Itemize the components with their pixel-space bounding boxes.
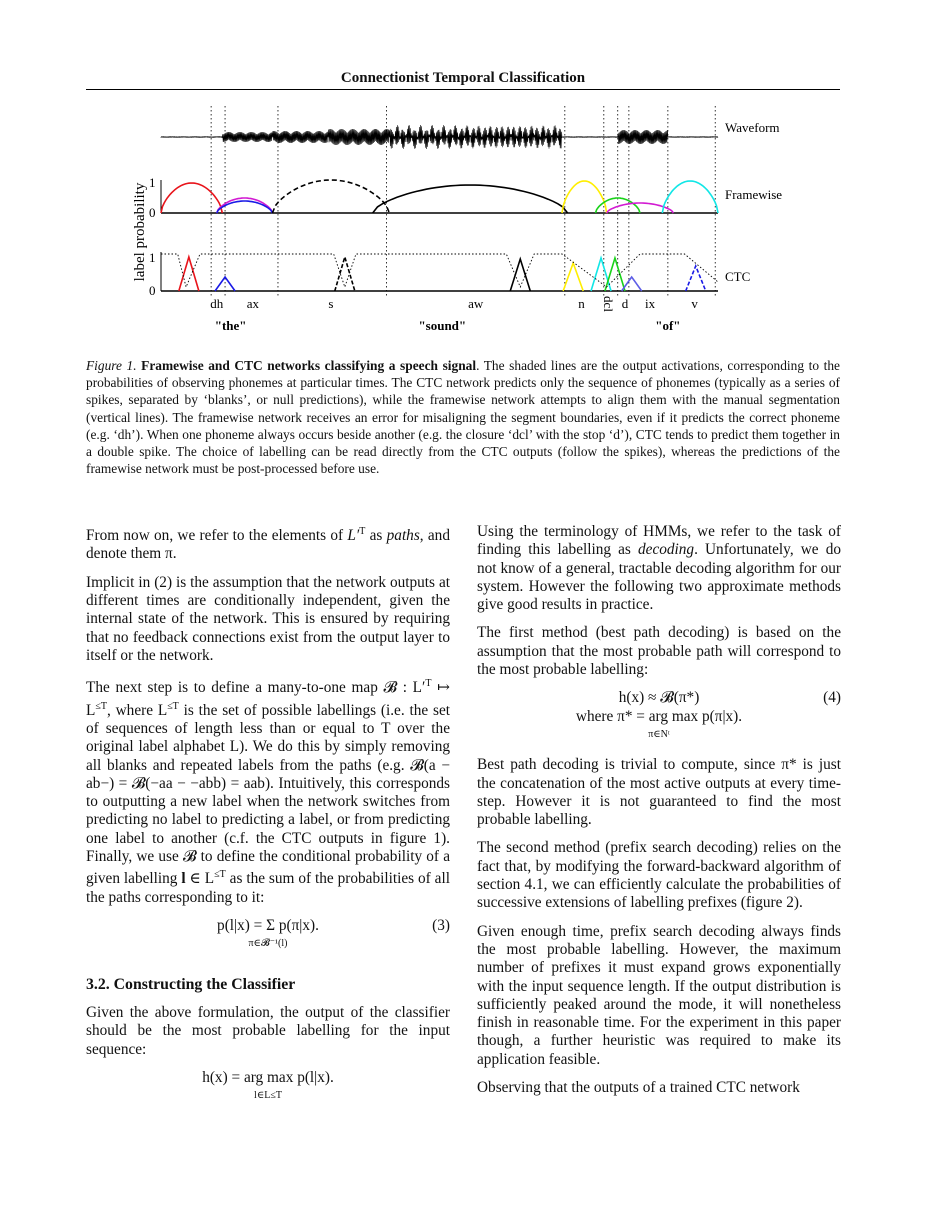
waveform-trace [161, 125, 718, 149]
figure-caption [86, 357, 840, 477]
phoneme-label-dcl: dcl [600, 296, 616, 312]
left-paragraph-1: From now on, we refer to the elements of $L'^T$ as paths, and denote them π. [86, 526, 450, 563]
figure-1-chart [86, 92, 846, 347]
equation-4: h(x) ≈ 𝓑(π*) where π* = arg max p(π|x). π∈Nᵗ (4) [575, 689, 841, 740]
section-heading: 3.2. Constructing the Classifier [86, 975, 296, 993]
ctc-ytick-0: 0 [149, 283, 156, 298]
phoneme-label-v: v [691, 296, 698, 311]
left-column [86, 523, 450, 1117]
right-paragraph-4: The second method (prefix search decoding) relies on the fact that, by modifying the forward-backward algorithm of section 4.1, we can efficiently calculate the probabilities of successive extensions of labelling prefixes (figure 2). [477, 839, 841, 912]
running-title: Connectionist Temporal Classification [340, 70, 586, 86]
framewise-ytick-1: 1 [149, 175, 156, 190]
panel-label-ctc: CTC [725, 269, 751, 284]
framewise-curve-s [272, 180, 389, 213]
phoneme-label-aw: aw [468, 296, 484, 311]
ctc-spike-dcl [591, 258, 611, 291]
phoneme-label-ax: ax [246, 296, 260, 311]
equation-classifier: h(x) = arg max p(l|x). l∈L≤T [202, 1068, 334, 1102]
panel-label-framewise: Framewise [725, 187, 783, 202]
caption-text: . The shaded lines are the output activations, corresponding to the probabilities of observing phonemes at particular times. The CTC network predicts only the sequence of phonemes (typically as a series of spikes, separated by ‘blanks’, or null predictions), while the framewise network attempts to align them with the manual segmentation (vertical lines). The framewise network receives an error for misaligning the segment boundaries, even if it predicts the correct phoneme (e.g. ‘dh’). When one phoneme always occurs beside another (e.g. the closure ‘dcl’ with the stop ‘d’), CTC tends to predict them together in a double spike. The choice of labelling can be read directly from the CTC outputs (follow the spikes), whereas the predictions of the framewise network must be post-processed before use. [86, 358, 840, 477]
right-paragraph-2: The first method (best path decoding) is based on the assumption that the most probable path will correspond to the most probable labelling: [477, 624, 841, 679]
ctc-spike-d [605, 258, 625, 291]
right-paragraph-6: Observing that the outputs of a trained CTC network [477, 1079, 800, 1097]
right-paragraph-5: Given enough time, prefix search decoding always finds the most probable labelling. However, the maximum number of prefixes it must expand grows exponentially with the input sequence length. If the output distribution is sufficiently peaked around the mode, it will nonetheless finish in reasonable time. For the experiment in this paper though, a further heuristic was required to make its application feasible. [477, 922, 841, 1068]
caption-label: Figure 1. [86, 358, 137, 373]
phoneme-label-n: n [578, 296, 585, 311]
phoneme-label-s: s [328, 296, 334, 311]
right-paragraph-3: Best path decoding is trivial to compute, since π* is just the concatenation of the most active outputs at every time-step. However it is not guaranteed to find the most probable labelling. [477, 756, 841, 829]
framewise-ytick-0: 0 [149, 205, 156, 220]
word-label-2: "of" [655, 318, 681, 333]
framewise-curve-dh [161, 183, 222, 213]
right-paragraph-1: Using the terminology of HMMs, we refer to the task of finding this labelling as decoding. Unfortunately, we do not know of a general, tractable decoding algorithm for our system. However the following two approximate methods give good results in practice. [477, 523, 841, 614]
panel-label-waveform: Waveform [725, 120, 780, 135]
right-column [477, 523, 841, 1107]
caption-title: Framewise and CTC networks classifying a speech signal [141, 358, 477, 373]
phoneme-label-dh: dh [210, 296, 224, 311]
left-paragraph-4: Given the above formulation, the output of the classifier should be the most probable labelling for the input sequence: [86, 1003, 450, 1058]
framewise-curve-n [562, 181, 607, 213]
equation-3-number: (3) [432, 917, 450, 935]
phoneme-label-d: d [621, 296, 629, 311]
phoneme-label-ix: ix [644, 296, 656, 311]
ctc-spike-dh [179, 257, 199, 291]
equation-3: p(l|x) = Σ p(π|x). π∈𝓑⁻¹(l) (3) [217, 917, 450, 950]
left-paragraph-3: The next step is to define a many-to-one map 𝓑 : $L'^T$ ↦ $L^{\le T}$, where $L^{\le T}$ is the set of possible labellings (i.e. the set of sequences of length less than or equal to T over the original label alphabet L). We do this by simply removing all blanks and repeated labels from the paths (e.g. 𝓑(a − ab−) = 𝓑(−aa − −abb) = aab). Intuitively, this corresponds to outputting a new label when the network switches from predicting no label to predicting a label, or from predicting one label to another (c.f. the CTC outputs in figure 1). Finally, we use 𝓑 to define the conditional probability of a given labelling l ∈ $L^{\le T}$ as the sum of the probabilities of all the paths corresponding to it: [86, 678, 451, 906]
header-rule [86, 89, 840, 90]
framewise-curve-v [662, 181, 718, 213]
ctc-ytick-1: 1 [149, 250, 156, 265]
equation-4-number: (4) [823, 689, 841, 707]
ctc-spike-n [563, 263, 583, 291]
chart-ylabel: label probability [132, 182, 148, 282]
word-label-0: "the" [214, 318, 247, 333]
word-label-1: "sound" [418, 318, 467, 333]
framewise-curve-aw [373, 185, 568, 213]
left-paragraph-2: Implicit in (2) is the assumption that the network outputs at different times are conditionally independent, given the internal state of the network. This is ensured by requiring that no feedback connections exist from the output layer to itself or the network. [86, 573, 450, 664]
